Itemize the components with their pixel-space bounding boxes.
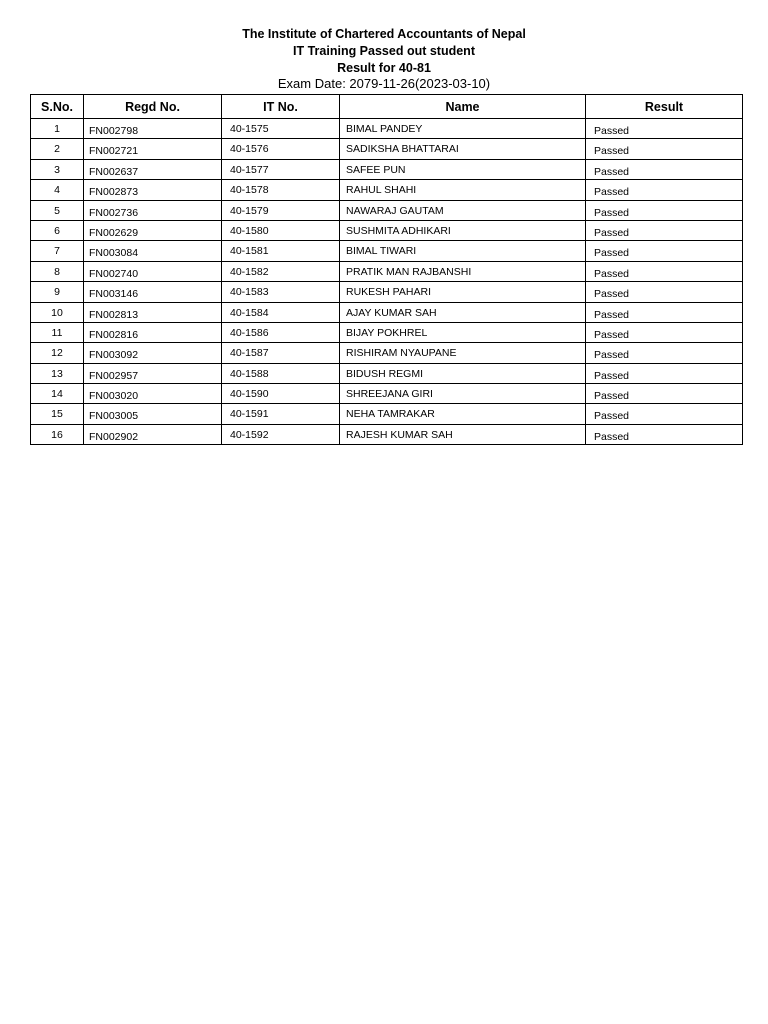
cell-name: PRATIK MAN RAJBANSHI [340, 261, 586, 281]
table-row [31, 220, 743, 240]
cell-name: SUSHMITA ADHIKARI [340, 220, 586, 240]
cell-name: SHREEJANA GIRI [340, 384, 586, 404]
cell-sno: 5 [31, 200, 84, 220]
cell-result: Passed [586, 241, 743, 261]
cell-name: BIDUSH REGMI [340, 363, 586, 383]
cell-regd-no: FN002721 [84, 139, 222, 159]
cell-result: Passed [586, 139, 743, 159]
table-row [31, 282, 743, 302]
table-row [31, 404, 743, 424]
table-body [31, 119, 743, 445]
cell-sno: 14 [31, 384, 84, 404]
institute-title: The Institute of Chartered Accountants of Nepal [242, 27, 526, 41]
cell-it-no: 40-1577 [222, 159, 340, 179]
cell-name: RAJESH KUMAR SAH [340, 424, 586, 444]
cell-name: BIMAL PANDEY [340, 119, 586, 139]
cell-sno: 6 [31, 220, 84, 240]
cell-it-no: 40-1583 [222, 282, 340, 302]
header-name: Name [340, 95, 586, 119]
cell-regd-no: FN002740 [84, 261, 222, 281]
result-batch: Result for 40-81 [337, 61, 431, 75]
cell-result: Passed [586, 404, 743, 424]
cell-result: Passed [586, 261, 743, 281]
table-row [31, 180, 743, 200]
cell-it-no: 40-1582 [222, 261, 340, 281]
cell-regd-no: FN002873 [84, 180, 222, 200]
cell-sno: 13 [31, 363, 84, 383]
table-row [31, 119, 743, 139]
cell-result: Passed [586, 424, 743, 444]
cell-it-no: 40-1580 [222, 220, 340, 240]
cell-regd-no: FN002798 [84, 119, 222, 139]
cell-sno: 15 [31, 404, 84, 424]
cell-regd-no: FN002813 [84, 302, 222, 322]
table-row [31, 241, 743, 261]
cell-regd-no: FN002816 [84, 322, 222, 342]
cell-regd-no: FN002902 [84, 424, 222, 444]
cell-result: Passed [586, 363, 743, 383]
cell-result: Passed [586, 384, 743, 404]
cell-it-no: 40-1590 [222, 384, 340, 404]
table-row [31, 159, 743, 179]
cell-name: RUKESH PAHARI [340, 282, 586, 302]
cell-it-no: 40-1578 [222, 180, 340, 200]
cell-result: Passed [586, 119, 743, 139]
cell-name: NEHA TAMRAKAR [340, 404, 586, 424]
cell-regd-no: FN003092 [84, 343, 222, 363]
table-header-row [31, 95, 743, 119]
cell-it-no: 40-1579 [222, 200, 340, 220]
results-table [30, 94, 743, 445]
cell-result: Passed [586, 159, 743, 179]
cell-regd-no: FN003084 [84, 241, 222, 261]
cell-sno: 9 [31, 282, 84, 302]
table-row [31, 424, 743, 444]
cell-regd-no: FN002629 [84, 220, 222, 240]
cell-result: Passed [586, 180, 743, 200]
cell-it-no: 40-1581 [222, 241, 340, 261]
cell-it-no: 40-1586 [222, 322, 340, 342]
cell-it-no: 40-1584 [222, 302, 340, 322]
cell-it-no: 40-1576 [222, 139, 340, 159]
cell-it-no: 40-1588 [222, 363, 340, 383]
cell-it-no: 40-1591 [222, 404, 340, 424]
table-row [31, 200, 743, 220]
cell-sno: 11 [31, 322, 84, 342]
cell-sno: 8 [31, 261, 84, 281]
document-subtitle: IT Training Passed out student [293, 44, 475, 58]
table-row [31, 343, 743, 363]
cell-regd-no: FN003005 [84, 404, 222, 424]
cell-regd-no: FN002736 [84, 200, 222, 220]
cell-sno: 2 [31, 139, 84, 159]
cell-result: Passed [586, 322, 743, 342]
cell-regd-no: FN003146 [84, 282, 222, 302]
header-it-no: IT No. [222, 95, 340, 119]
cell-name: RISHIRAM NYAUPANE [340, 343, 586, 363]
cell-sno: 3 [31, 159, 84, 179]
table-row [31, 302, 743, 322]
document-header [0, 26, 768, 91]
table-row [31, 139, 743, 159]
header-result: Result [586, 95, 743, 119]
cell-result: Passed [586, 343, 743, 363]
cell-sno: 10 [31, 302, 84, 322]
cell-sno: 4 [31, 180, 84, 200]
cell-result: Passed [586, 200, 743, 220]
header-sno: S.No. [31, 95, 84, 119]
table-row [31, 261, 743, 281]
cell-sno: 16 [31, 424, 84, 444]
cell-sno: 12 [31, 343, 84, 363]
cell-regd-no: FN003020 [84, 384, 222, 404]
cell-result: Passed [586, 282, 743, 302]
cell-name: NAWARAJ GAUTAM [340, 200, 586, 220]
cell-name: BIJAY POKHREL [340, 322, 586, 342]
table-row [31, 322, 743, 342]
exam-date: Exam Date: 2079-11-26(2023-03-10) [277, 76, 491, 91]
cell-sno: 7 [31, 241, 84, 261]
cell-it-no: 40-1587 [222, 343, 340, 363]
cell-sno: 1 [31, 119, 84, 139]
cell-result: Passed [586, 302, 743, 322]
cell-name: SADIKSHA BHATTARAI [340, 139, 586, 159]
header-regd-no: Regd No. [84, 95, 222, 119]
table-row [31, 384, 743, 404]
cell-name: RAHUL SHAHI [340, 180, 586, 200]
cell-result: Passed [586, 220, 743, 240]
cell-it-no: 40-1575 [222, 119, 340, 139]
cell-name: BIMAL TIWARI [340, 241, 586, 261]
cell-it-no: 40-1592 [222, 424, 340, 444]
table-row [31, 363, 743, 383]
cell-regd-no: FN002637 [84, 159, 222, 179]
cell-name: SAFEE PUN [340, 159, 586, 179]
cell-name: AJAY KUMAR SAH [340, 302, 586, 322]
cell-regd-no: FN002957 [84, 363, 222, 383]
